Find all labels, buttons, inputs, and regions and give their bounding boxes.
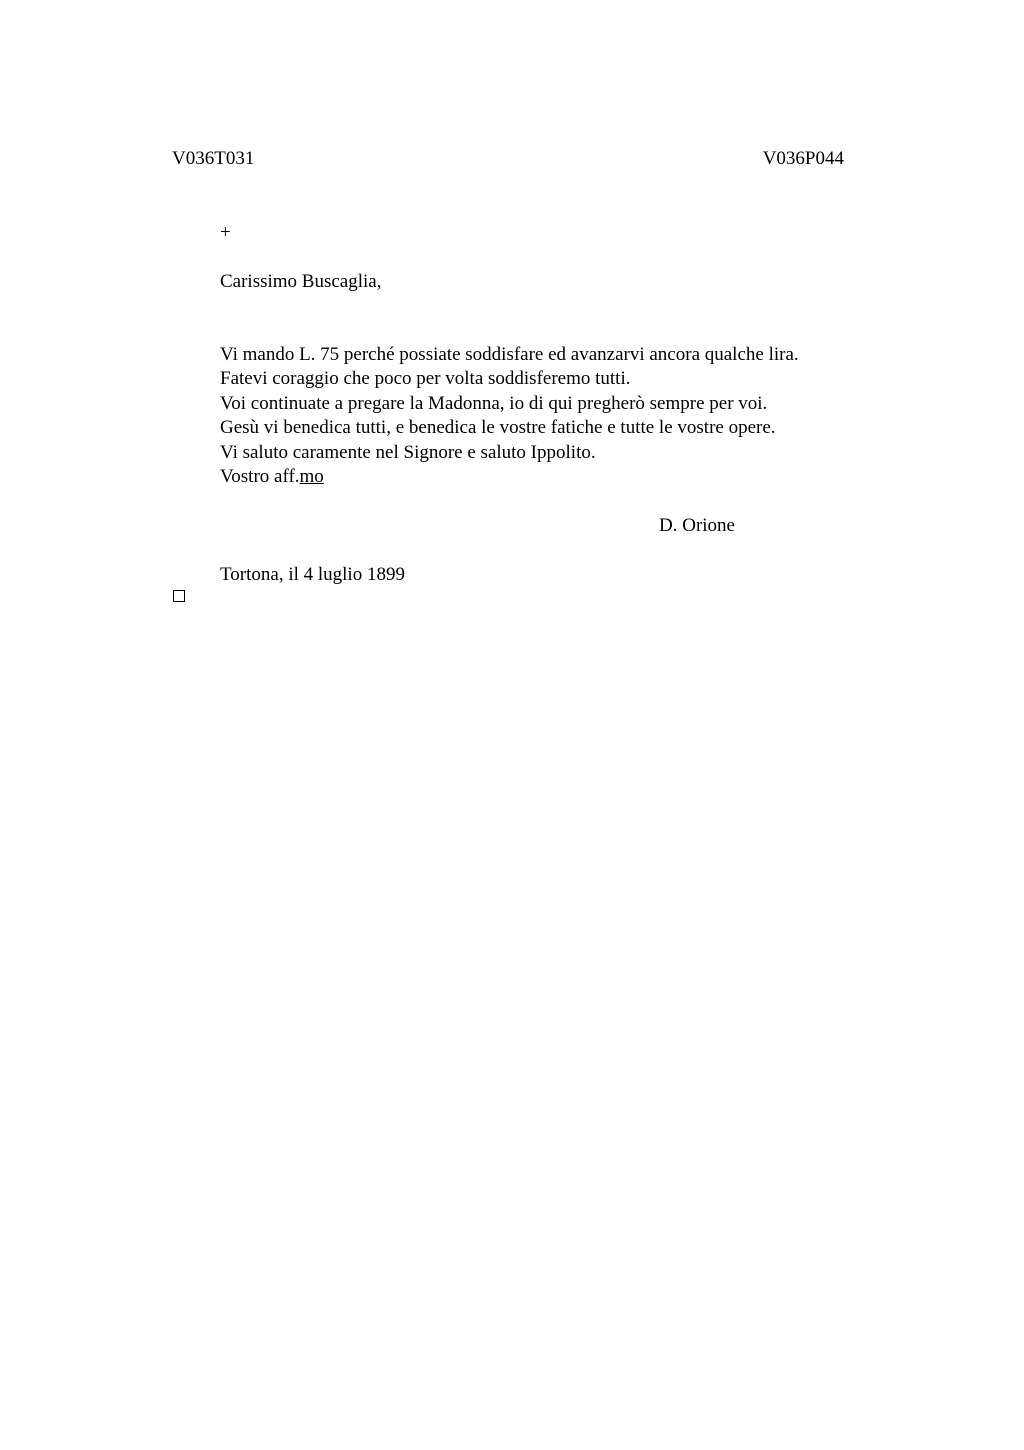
closing-prefix: Vostro aff. <box>220 465 300 487</box>
place-date: Tortona, il 4 luglio 1899 <box>220 564 405 585</box>
body-line: Gesù vi benedica tutti, e benedica le vostre fatiche e tutte le vostre opere. <box>220 417 776 439</box>
closing-line <box>220 465 799 489</box>
body-line: Fatevi coraggio che poco per volta soddisferemo tutti. <box>220 368 631 390</box>
salutation: Carissimo Buscaglia, <box>220 271 382 292</box>
body-line: Vi mando L. 75 perché possiate soddisfare ed avanzarvi ancora qualche lira. <box>220 344 799 365</box>
end-box-icon <box>173 590 185 602</box>
body-line: Voi continuate a pregare la Madonna, io di qui pregherò sempre per voi. <box>220 392 768 414</box>
body-line: Vi saluto caramente nel Signore e saluto Ippolito. <box>220 441 596 463</box>
cross-mark: + <box>220 222 231 243</box>
signature: D. Orione <box>659 515 735 536</box>
closing-suffix: mo <box>299 465 324 487</box>
document-code-left: V036T031 <box>172 148 255 169</box>
letter-body <box>220 343 799 489</box>
document-code-right: V036P044 <box>762 148 844 169</box>
